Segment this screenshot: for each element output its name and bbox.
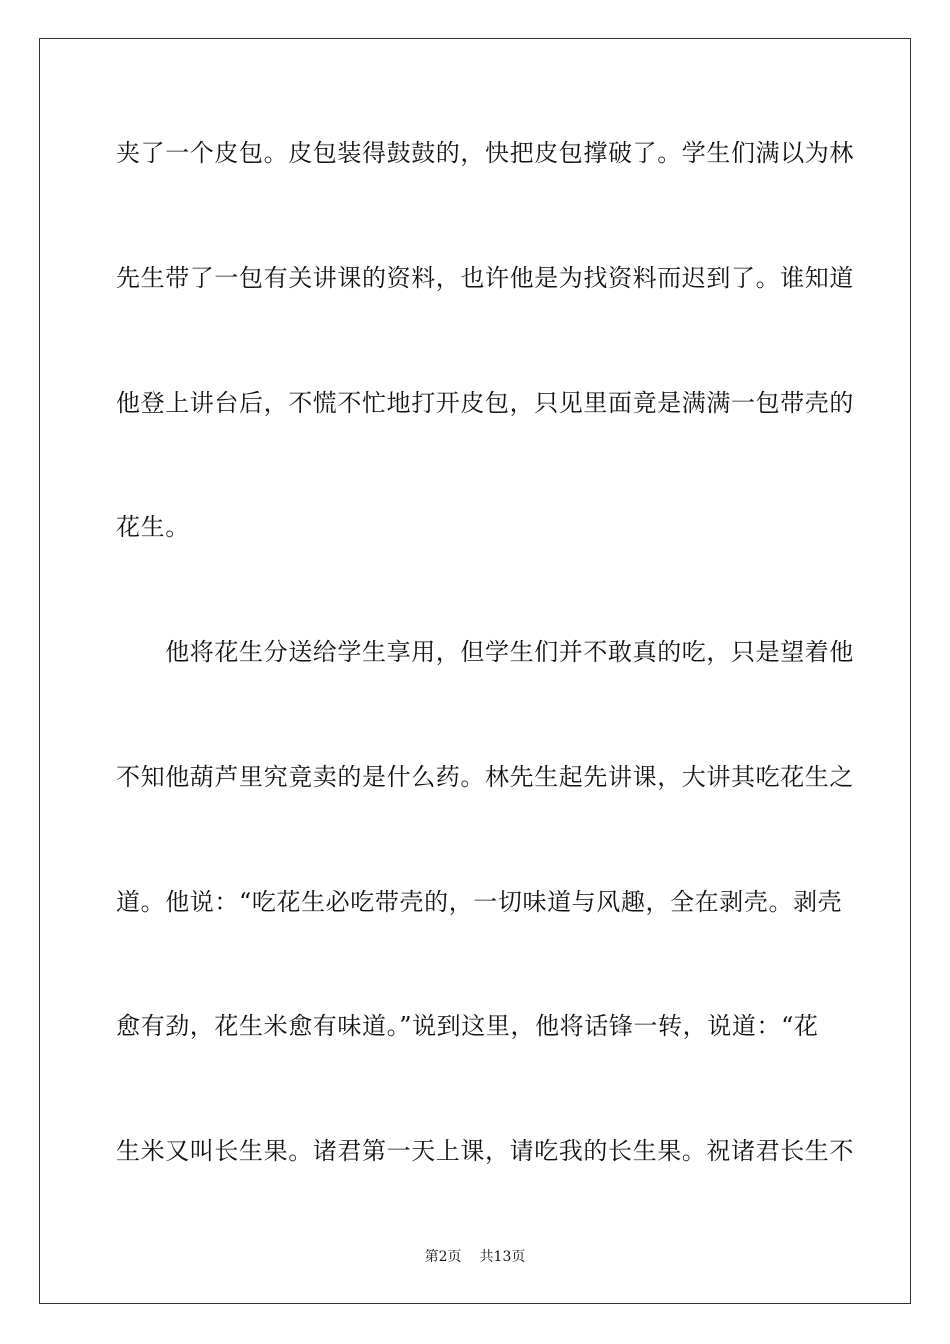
body-text-line: 花生。 (116, 513, 190, 541)
page-border (39, 38, 911, 1304)
body-text-line: 先生带了一包有关讲课的资料，也许他是为找资料而迟到了。谁知道 (116, 264, 854, 292)
body-text-line: 他登上讲台后，不慌不忙地打开皮包，只见里面竟是满满一包带壳的 (116, 389, 854, 417)
body-text-line: 道。他说：“吃花生必吃带壳的，一切味道与风趣，全在剥壳。剥壳 (116, 888, 843, 916)
body-text-line: 生米又叫长生果。诸君第一天上课，请吃我的长生果。祝诸君长生不 (116, 1137, 854, 1165)
body-text-line: 愈有劲，花生米愈有味道。”说到这里，他将话锋一转，说道：“花 (116, 1012, 819, 1040)
body-text-line: 他将花生分送给学生享用，但学生们并不敢真的吃，只是望着他 (116, 638, 854, 666)
page-footer (0, 1248, 950, 1266)
page-number: 第2页 (424, 1249, 462, 1265)
page-total: 共13页 (479, 1249, 526, 1265)
body-text-line: 不知他葫芦里究竟卖的是什么药。林先生起先讲课，大讲其吃花生之 (116, 763, 854, 791)
body-text-line: 夹了一个皮包。皮包装得鼓鼓的，快把皮包撑破了。学生们满以为林 (116, 139, 854, 167)
